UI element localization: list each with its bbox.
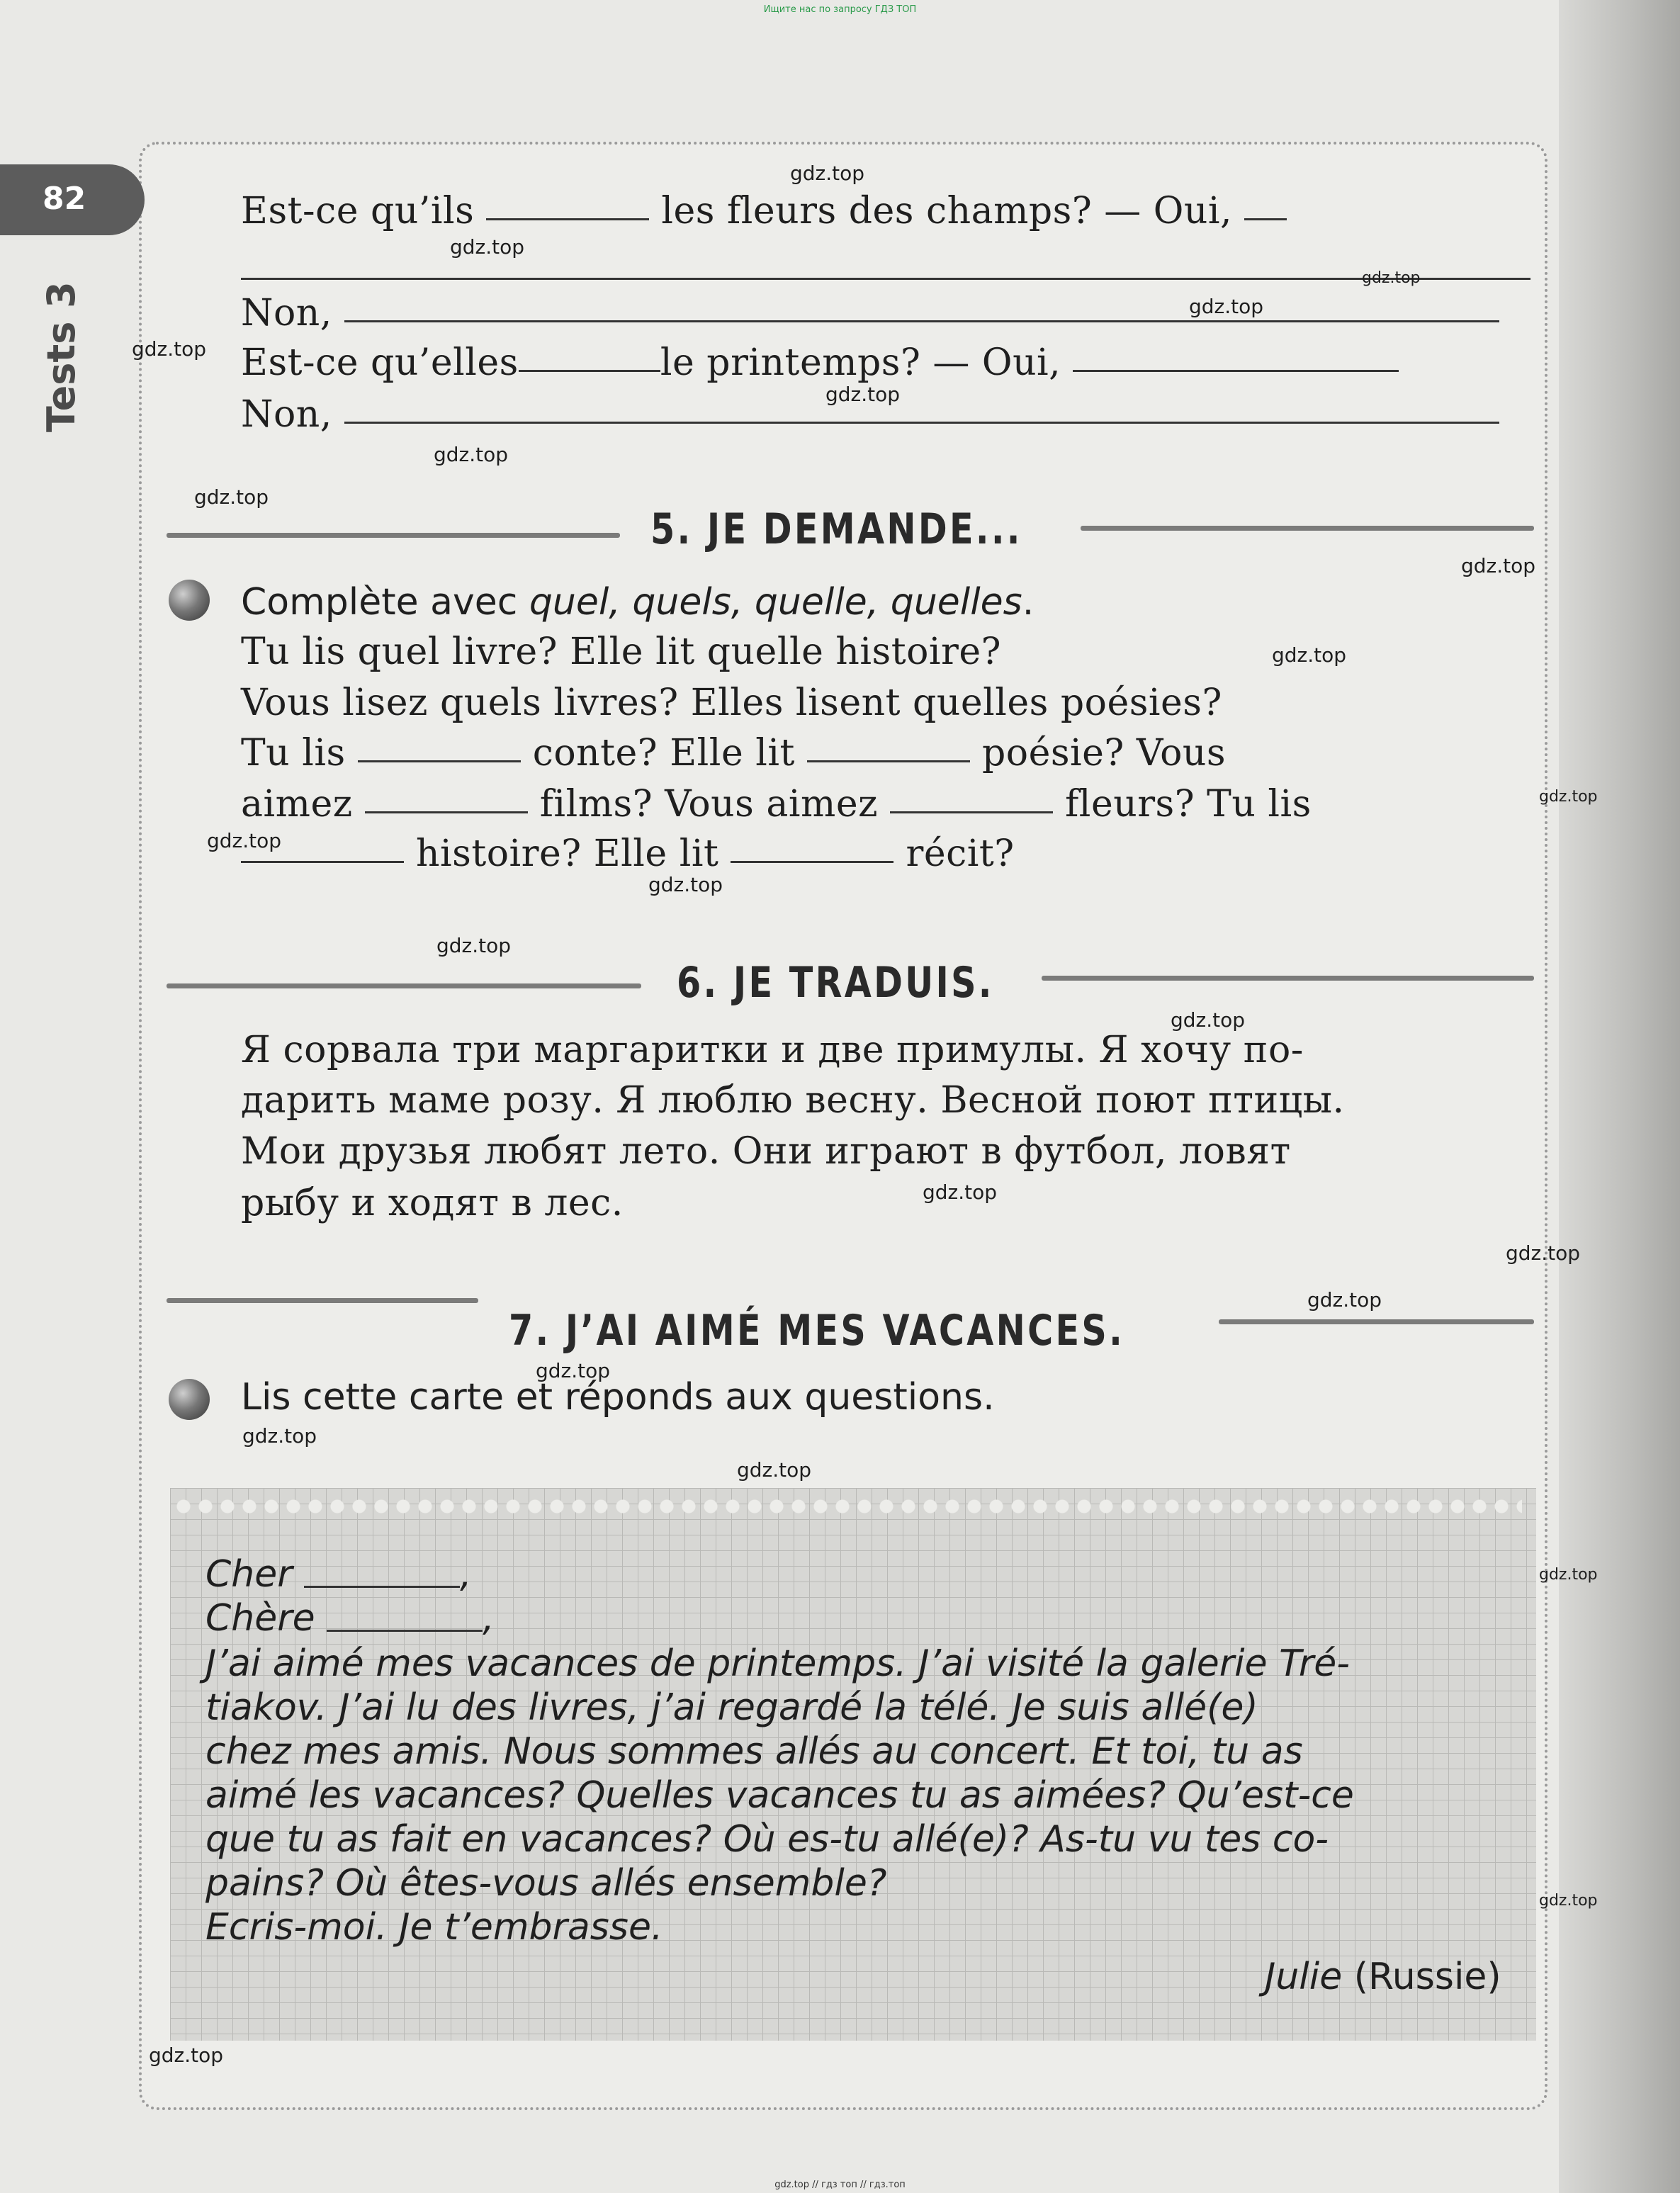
section-rule-left — [167, 983, 641, 988]
section-7-instruction: Lis cette carte et réponds aux questions. — [241, 1376, 995, 1419]
watermark: gdz.top — [434, 443, 509, 466]
section-rule-right — [1081, 526, 1534, 531]
watermark: gdz.top — [242, 1424, 317, 1448]
watermark: gdz.top — [648, 873, 723, 896]
watermark: gdz.top — [1506, 1241, 1581, 1265]
translation-line-4: рыбу и ходят в лес. — [241, 1182, 624, 1224]
watermark: gdz.top — [1362, 269, 1421, 287]
perforation-holes — [176, 1496, 1522, 1518]
translation-line-2: дарить маме розу. Я люблю весну. Весной поют птицы. — [241, 1079, 1345, 1122]
section-rule-left — [167, 1298, 478, 1303]
card-salutation-1: Cher , — [205, 1553, 472, 1596]
side-label: Tests 3 — [39, 281, 84, 432]
watermark: gdz.top — [923, 1180, 998, 1204]
question-line-1: Est-ce qu’ils les fleurs des champs? — Oui, — [241, 190, 1287, 232]
watermark: gdz.top — [1539, 1892, 1598, 1910]
watermark: gdz.top — [149, 2043, 224, 2067]
watermark: gdz.top — [1189, 295, 1264, 318]
watermark: gdz.top — [1539, 788, 1598, 806]
card-text-line: J’ai aimé mes vacances de printemps. J’ai visité la galerie Tré- — [205, 1642, 1350, 1685]
translation-line-3: Мои друзья любят лето. Они играют в футбол, ловят — [241, 1130, 1291, 1173]
section-5-title: 5. JE DEMANDE... — [650, 504, 1022, 554]
example-line-1: Tu lis quel livre? Elle lit quelle histoire? — [241, 631, 1002, 673]
bottom-notice: gdz.top // гдз топ // гдз.топ — [774, 2180, 906, 2190]
bullet-icon — [169, 580, 210, 621]
page-edge-shadow — [1559, 0, 1680, 2193]
watermark: gdz.top — [737, 1458, 812, 1482]
watermark: gdz.top — [436, 934, 512, 957]
exercise-line-1: Tu lis conte? Elle lit poésie? Vous — [241, 732, 1227, 774]
watermark: gdz.top — [132, 337, 207, 361]
section-7-title: 7. J’AI AIMÉ MES VACANCES. — [509, 1306, 1125, 1355]
card-text-line: pains? Où êtes-vous allés ensemble? — [205, 1862, 887, 1905]
card-salutation-2: Chère , — [205, 1597, 495, 1640]
section-rule-left — [167, 533, 620, 538]
top-notice: Ищите нас по запросу ГДЗ ТОП — [763, 4, 917, 15]
question-line-4: Non, — [241, 393, 1499, 436]
exercise-line-3: histoire? Elle lit récit? — [241, 833, 1015, 875]
page-number: 82 — [43, 181, 86, 217]
section-5-instruction: Complète avec quel, quels, quelle, quelles. — [241, 581, 1035, 624]
translation-line-1: Я сорвала три маргаритки и две примулы. Я хочу по- — [241, 1029, 1304, 1071]
watermark: gdz.top — [1307, 1288, 1382, 1312]
question-line-3: Est-ce qu’elles le printemps? — Oui, — [241, 342, 1399, 384]
section-rule-right — [1042, 976, 1534, 981]
watermark: gdz.top — [1539, 1566, 1598, 1584]
card-text-line: Ecris-moi. Je t’embrasse. — [205, 1906, 663, 1949]
watermark: gdz.top — [825, 383, 901, 406]
watermark: gdz.top — [1171, 1008, 1246, 1032]
section-6-title: 6. JE TRADUIS. — [677, 958, 994, 1008]
watermark: gdz.top — [194, 485, 269, 509]
card-signature: Julie (Russie) — [1265, 1956, 1501, 1998]
answer-line — [241, 278, 1530, 280]
card-text-line: que tu as fait en vacances? Où es-tu allé(e)? As-tu vu tes co- — [205, 1818, 1329, 1861]
example-line-2: Vous lisez quels livres? Elles lisent quelles poésies? — [241, 682, 1222, 724]
watermark: gdz.top — [1272, 643, 1347, 667]
watermark: gdz.top — [207, 829, 282, 852]
card-text-line: chez mes amis. Nous sommes allés au concert. Et toi, tu as — [205, 1730, 1303, 1773]
exercise-line-2: aimez films? Vous aimez fleurs? Tu lis — [241, 783, 1312, 825]
watermark: gdz.top — [450, 235, 525, 259]
section-rule-right — [1219, 1319, 1534, 1324]
card-text-line: aimé les vacances? Quelles vacances tu as aimées? Qu’est-ce — [205, 1774, 1354, 1817]
watermark: gdz.top — [536, 1359, 611, 1382]
card-text-line: tiakov. J’ai lu des livres, j’ai regardé la télé. Je suis allé(e) — [205, 1686, 1258, 1729]
question-line-2: Non, — [241, 292, 1499, 334]
watermark: gdz.top — [1461, 554, 1536, 577]
watermark: gdz.top — [790, 162, 865, 185]
bullet-icon — [169, 1379, 210, 1420]
